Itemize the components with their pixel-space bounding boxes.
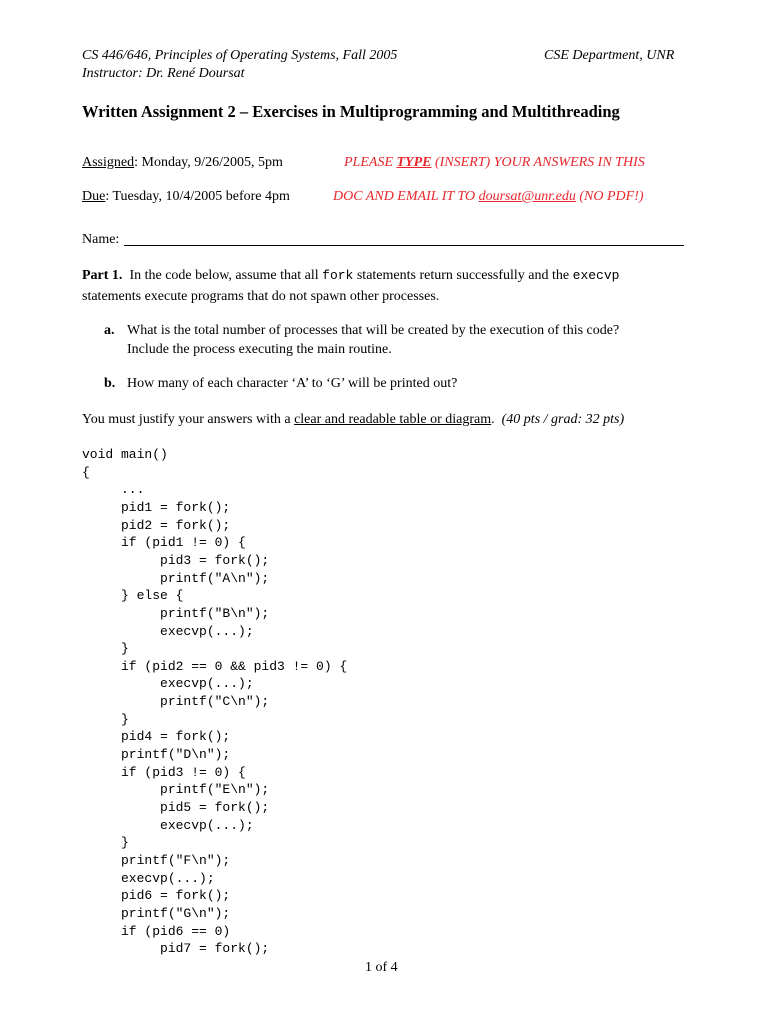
code-line: printf("A\n"); — [82, 570, 270, 586]
assignment-title: Written Assignment 2 – Exercises in Multiprogramming and Multithreading — [82, 102, 620, 121]
notice-line-1 — [344, 155, 645, 171]
notice-text: (NO PDF!) — [575, 189, 644, 204]
code-line: { — [82, 464, 90, 480]
code-line: execvp(...); — [82, 623, 254, 639]
name-field[interactable] — [124, 245, 684, 246]
notice-text: (INSERT) YOUR ANSWERS IN THIS — [431, 155, 645, 170]
code-line: pid4 = fork(); — [82, 729, 231, 745]
justify-emphasis: clear and readable table or diagram — [294, 412, 492, 427]
part1-intro-line2: statements execute programs that do not spawn other processes. — [82, 289, 440, 304]
code-line: ... — [82, 482, 145, 498]
due-value: : Tuesday, 10/4/2005 before 4pm — [105, 189, 290, 204]
code-line: printf("B\n"); — [82, 605, 270, 621]
assigned-value: : Monday, 9/26/2005, 5pm — [134, 155, 283, 170]
email-link[interactable]: doursat@unr.edu — [478, 189, 576, 204]
code-line: printf("D\n"); — [82, 747, 231, 763]
notice-text: DOC AND EMAIL IT TO — [333, 189, 479, 204]
question-a-line1: What is the total number of processes that will be created by the execution of this code? — [127, 323, 620, 338]
fork-keyword: fork — [322, 268, 354, 283]
code-line: } — [82, 835, 129, 851]
part1-intro — [82, 268, 619, 284]
assigned-line — [82, 155, 283, 171]
notice-line-2 — [333, 189, 644, 205]
code-line: execvp(...); — [82, 870, 215, 886]
code-line: execvp(...); — [82, 676, 254, 692]
code-line: if (pid2 == 0 && pid3 != 0) { — [82, 658, 348, 674]
code-line: pid5 = fork(); — [82, 800, 270, 815]
code-line: if (pid3 != 0) { — [82, 764, 246, 780]
code-line: } — [82, 641, 129, 657]
assigned-label: Assigned — [82, 155, 135, 170]
code-line: pid2 = fork(); — [82, 517, 231, 533]
code-line: execvp(...); — [82, 817, 254, 833]
code-line: if (pid1 != 0) { — [82, 535, 246, 551]
code-line: pid6 = fork(); — [82, 888, 231, 904]
code-line: printf("C\n"); — [82, 694, 270, 710]
question-b-label: b. — [104, 376, 116, 391]
part1-label: Part 1. — [82, 268, 123, 283]
due-line — [82, 189, 290, 205]
department: CSE Department, UNR — [544, 48, 675, 63]
question-b-text: How many of each character ‘A’ to ‘G’ will be printed out? — [127, 376, 458, 391]
part1-text: statements return successfully and the — [353, 268, 573, 283]
code-line: } — [82, 711, 129, 727]
notice-type-emphasis: TYPE — [396, 155, 432, 170]
code-line: pid1 = fork(); — [82, 499, 231, 515]
code-line: if (pid6 == 0) — [82, 923, 231, 939]
due-label: Due — [82, 189, 106, 204]
code-line: void main() — [82, 447, 168, 462]
justify-text: . — [491, 412, 502, 427]
course-title: CS 446/646, Principles of Operating Systems, Fall 2005 — [82, 48, 398, 63]
execvp-keyword: execvp — [572, 268, 620, 283]
code-line: pid7 = fork(); — [82, 941, 270, 957]
code-line: printf("F\n"); — [82, 852, 231, 868]
name-label: Name: — [82, 232, 123, 247]
instructor: Instructor: Dr. René Doursat — [82, 66, 245, 81]
page-number: 1 of 4 — [365, 960, 398, 975]
points: (40 pts / grad: 32 pts) — [501, 412, 625, 427]
justify-text: You must justify your answers with a — [82, 412, 295, 427]
code-line: pid3 = fork(); — [82, 552, 270, 568]
justify-line — [82, 412, 624, 428]
code-line: printf("E\n"); — [82, 782, 270, 798]
notice-text: PLEASE — [344, 155, 397, 170]
part1-text: In the code below, assume that all — [122, 268, 323, 283]
code-line: } else { — [82, 588, 184, 604]
question-a-line2: Include the process executing the main routine. — [127, 342, 392, 357]
question-a-label: a. — [104, 323, 115, 338]
code-line: printf("G\n"); — [82, 905, 231, 921]
